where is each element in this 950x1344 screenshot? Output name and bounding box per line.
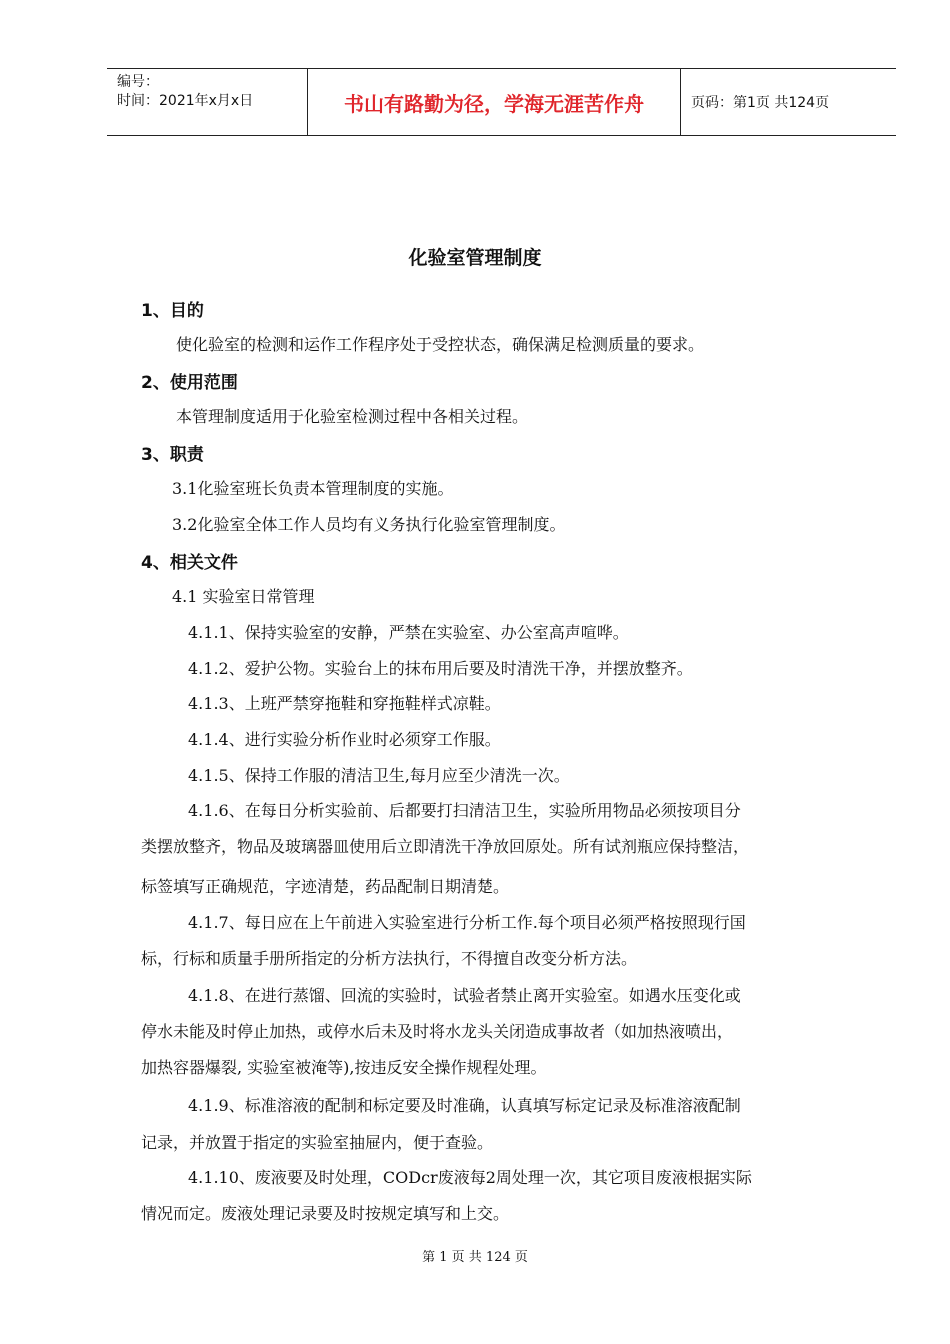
rule-item: 4.1.5、保持工作服的清洁卫生,每月应至少清洗一次。 <box>188 766 570 785</box>
rule-item-line: 4.1.7、每日应在上午前进入实验室进行分析工作.每个项目必须严格按照现行国 <box>188 913 746 932</box>
list-item: 3.2化验室全体工作人员均有义务执行化验室管理制度。 <box>172 515 566 534</box>
number-label: 编号： <box>117 74 159 90</box>
section-heading-purpose: 1、目的 <box>141 301 204 321</box>
rule-item-line: 4.1.6、在每日分析实验前、后都要打扫清洁卫生，实验所用物品必须按项目分 <box>188 801 741 820</box>
rule-item-line: 加热容器爆裂, 实验室被淹等),按违反安全操作规程处理。 <box>141 1058 547 1077</box>
time-label: 时间：2021年x月x日 <box>117 93 254 109</box>
paragraph: 使化验室的检测和运作工作程序处于受控状态，确保满足检测质量的要求。 <box>176 335 705 354</box>
document-header <box>107 68 896 136</box>
document-title: 化验室管理制度 <box>408 247 542 269</box>
rule-item-line: 4.1.10、废液要及时处理，CODcr废液每2周处理一次，其它项目废液根据实际 <box>188 1168 752 1187</box>
rule-item: 4.1.1、保持实验室的安静，严禁在实验室、办公室高声喧哗。 <box>188 623 629 642</box>
list-item: 3.1化验室班长负责本管理制度的实施。 <box>172 479 454 498</box>
subsection-heading: 4.1 实验室日常管理 <box>172 587 315 606</box>
header-meta <box>107 69 308 135</box>
page-footer: 第 1 页 共 124 页 <box>422 1250 528 1265</box>
header-motto: 书山有路勤为径，学海无涯苦作舟 <box>308 69 681 135</box>
rule-item: 4.1.2、爱护公物。实验台上的抹布用后要及时清洗干净，并摆放整齐。 <box>188 659 693 678</box>
rule-item-line: 类摆放整齐，物品及玻璃器皿使用后立即清洗干净放回原处。所有试剂瓶应保持整洁， <box>141 837 750 856</box>
rule-item: 4.1.4、进行实验分析作业时必须穿工作服。 <box>188 730 501 749</box>
rule-item-line: 情况而定。废液处理记录要及时按规定填写和上交。 <box>141 1204 510 1223</box>
header-page-info: 页码：第1页 共124页 <box>691 95 830 111</box>
rule-item-line: 停水未能及时停止加热，或停水后未及时将水龙头关闭造成事故者（如加热液喷出， <box>141 1022 734 1041</box>
section-heading-related-docs: 4、相关文件 <box>141 553 238 573</box>
section-heading-scope: 2、使用范围 <box>141 373 238 393</box>
section-heading-duties: 3、职责 <box>141 445 204 465</box>
rule-item: 4.1.3、上班严禁穿拖鞋和穿拖鞋样式凉鞋。 <box>188 694 501 713</box>
rule-item-line: 4.1.8、在进行蒸馏、回流的实验时，试验者禁止离开实验室。如遇水压变化或 <box>188 986 741 1005</box>
paragraph: 本管理制度适用于化验室检测过程中各相关过程。 <box>176 407 529 426</box>
rule-item-line: 标签填写正确规范，字迹清楚，药品配制日期清楚。 <box>141 877 510 896</box>
rule-item-line: 标，行标和质量手册所指定的分析方法执行，不得擅自改变分析方法。 <box>141 949 638 968</box>
rule-item-line: 记录，并放置于指定的实验室抽屉内，便于查验。 <box>141 1133 494 1152</box>
rule-item-line: 4.1.9、标准溶液的配制和标定要及时准确，认真填写标定记录及标准溶液配制 <box>188 1096 741 1115</box>
